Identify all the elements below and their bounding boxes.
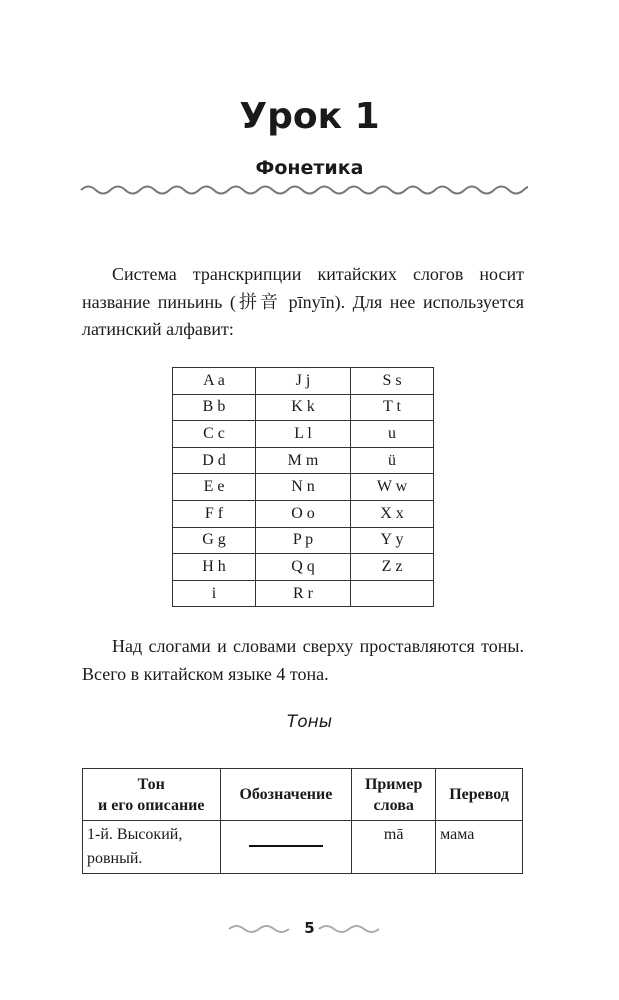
- header-translation: Перевод: [436, 769, 523, 821]
- table-row: [173, 580, 434, 607]
- letter-cell: i: [173, 580, 256, 607]
- letter-cell: S s: [351, 368, 434, 395]
- letter-cell: K k: [256, 394, 351, 421]
- letter-cell: N n: [256, 474, 351, 501]
- letter-cell: A a: [173, 368, 256, 395]
- tone-description: 1-й. Высокий, ровный.: [83, 821, 221, 874]
- letter-cell: W w: [351, 474, 434, 501]
- letter-cell: X x: [351, 500, 434, 527]
- letter-cell: Y y: [351, 527, 434, 554]
- tones-paragraph: [82, 633, 524, 688]
- table-row: [173, 368, 434, 395]
- letter-cell: Z z: [351, 554, 434, 581]
- alphabet-table: [172, 367, 434, 607]
- letter-cell: B b: [173, 394, 256, 421]
- letter-cell: R r: [256, 580, 351, 607]
- letter-cell: M m: [256, 447, 351, 474]
- page-number: 5: [304, 919, 315, 937]
- letter-cell: E e: [173, 474, 256, 501]
- letter-cell: G g: [173, 527, 256, 554]
- table-row: [173, 554, 434, 581]
- translation: мама: [436, 821, 523, 874]
- table-row: [173, 474, 434, 501]
- paragraph-text: Над слогами и словами сверху проставляются тоны. Всего в китайском языке 4 тона.: [82, 636, 524, 684]
- table-caption: Тоны: [286, 712, 333, 732]
- letter-cell: H h: [173, 554, 256, 581]
- header-notation: Обозначение: [220, 769, 352, 821]
- paragraph-text: Система транскрипции китайских слогов носит название пиньинь (拼音 pīnyīn). Для нее используется латинский алфавит:: [82, 264, 524, 339]
- table-row: [173, 394, 434, 421]
- tones-table: [82, 768, 523, 874]
- header-example: Пример слова: [352, 769, 436, 821]
- letter-cell: L l: [256, 421, 351, 448]
- letter-cell: J j: [256, 368, 351, 395]
- header-tone: Тон и его описание: [83, 769, 221, 821]
- page-wave-right: [318, 922, 380, 936]
- wave-divider: [80, 182, 528, 198]
- letter-cell: [351, 580, 434, 607]
- letter-cell: T t: [351, 394, 434, 421]
- section-title: Фонетика: [255, 157, 364, 179]
- letter-cell: ü: [351, 447, 434, 474]
- level-tone-line: [249, 845, 323, 847]
- table-row: [83, 821, 523, 874]
- table-row: [173, 447, 434, 474]
- letter-cell: O o: [256, 500, 351, 527]
- table-row: [173, 500, 434, 527]
- letter-cell: u: [351, 421, 434, 448]
- letter-cell: C c: [173, 421, 256, 448]
- table-row: [173, 421, 434, 448]
- tone-mark-cell: [220, 821, 352, 874]
- example-word: mā: [352, 821, 436, 874]
- letter-cell: D d: [173, 447, 256, 474]
- letter-cell: P p: [256, 527, 351, 554]
- letter-cell: Q q: [256, 554, 351, 581]
- lesson-title: Урок 1: [239, 96, 380, 137]
- table-row: [173, 527, 434, 554]
- letter-cell: F f: [173, 500, 256, 527]
- intro-paragraph: [82, 261, 524, 344]
- table-header-row: [83, 769, 523, 821]
